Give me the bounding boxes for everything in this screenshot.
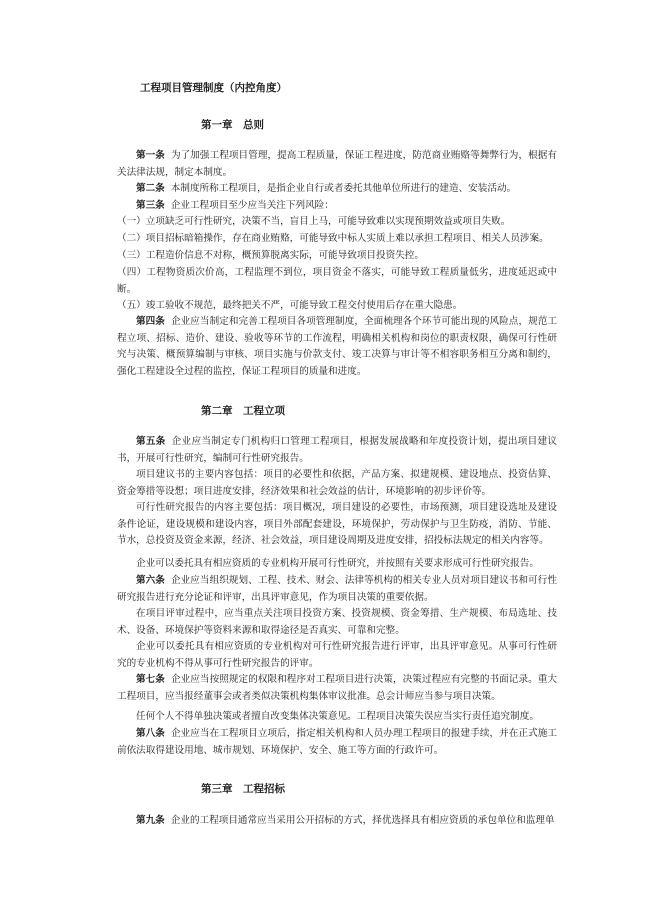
article-2-text: 本制度所称工程项目，是指企业自行或者委托其他单位所进行的建造、安装活动。: [170, 183, 517, 194]
article-7-text: 企业应当按照规定的权限和程序对工程项目进行决策，决策过程应有完整的书面记录。重大工程项目，应当报经董事会或者类似决策机构集体审议批准。总会计师应当参与项目决策。: [117, 674, 558, 702]
article-5-para-c: 企业可以委托具有相应资质的专业机构开展可行性研究，并按照有关要求形成可行性研究报告。: [136, 558, 539, 569]
article-1-text: 为了加强工程项目管理，提高工程质量，保证工程进度，防范商业贿赂等舞弊行为，根据有关法律法规，制定本制度。: [117, 150, 558, 178]
article-7-label: 第七条: [136, 674, 165, 685]
article-2: [117, 181, 557, 198]
article-1: [117, 148, 557, 181]
article-1-label: 第一条: [136, 150, 165, 161]
risk-item-1: （一）立项缺乏可行性研究，决策不当，盲目上马，可能导致难以实现预期效益或项目失败。: [117, 216, 511, 227]
article-9-label: 第九条: [136, 815, 165, 826]
article-3: [117, 198, 557, 215]
article-6-para-b: 企业可以委托具有相应资质的专业机构对可行性研究报告进行评审，出具评审意见。从事可行性研究的专业机构不得从事可行性研究报告的评审。: [117, 641, 557, 669]
article-5-text: 企业应当制定专门机构归口管理工程项目，根据发展战略和年度投资计划，提出项目建议书，开展可行性研究，编制可行性研究报告。: [117, 436, 558, 464]
article-3-label: 第三条: [136, 200, 165, 211]
article-4-text: 企业应当制定和完善工程项目各项管理制度，全面梳理各个环节可能出现的风险点，规范工程立项、招标、造价、建设、验收等环节的工作流程，明确相关机构和岗位的职责权限，确保可行性研究与决策、概预算编制与审核、项目实施与价款支付、竣工决算与审计等不相容职务相互分离和制约，强化工程建设全过程的监控，保证工程项目的质量和进度。: [117, 316, 558, 377]
article-8-text: 企业应当在工程项目立项后，指定相关机构和人员办理工程项目的报建手续，并在正式施工前依法取得建设用地、城市规划、环境保护、安全、施工等方面的行政许可。: [117, 728, 558, 756]
risk-item-5: （五）竣工验收不规范，最终把关不严，可能导致工程交付使用后存在重大隐患。: [117, 300, 463, 311]
article-5-para-b: 可行性研究报告的内容主要包括：项目概况，项目建设的必要性，市场预测，项目建设选址及建设条件论证，建设规模和建设内容，项目外部配套建设，环境保护，劳动保护与卫生防疫，消防、节能、节水，总投资及资金来源，经济、社会效益，项目建设周期及进度安排，招投标法规定的相关内容等。: [117, 502, 557, 547]
document-title: 工程项目管理制度（内控角度）: [140, 82, 287, 94]
article-6: [117, 573, 557, 606]
article-8: [117, 726, 557, 759]
article-6-text: 企业应当组织规划、工程、技术、财会、法律等机构的相关专业人员对项目建议书和可行性研究报告进行充分论证和评审，出具评审意见，作为项目决策的重要依据。: [117, 575, 558, 603]
article-5-label: 第五条: [136, 436, 166, 447]
article-6-para-a: 在项目评审过程中，应当重点关注项目投资方案、投资规模、资金筹措、生产规模、布局选址、技术、设备、环境保护等资料来源和取得途径是否真实、可靠和完整。: [117, 608, 557, 636]
article-5-para-a: 项目建议书的主要内容包括：项目的必要性和依据，产品方案、拟建规模、建设地点、投资估算、资金筹措等设想；项目进度安排，经济效果和社会效益的估计，环境影响的初步评价等。: [117, 469, 557, 497]
chapter-heading-2: 第二章 工程立项: [201, 405, 285, 417]
article-7-para-a: 任何个人不得单独决策或者擅自改变集体决策意见。工程项目决策失误应当实行责任追究制度。: [136, 711, 539, 722]
risk-item-2: （二）项目招标暗箱操作，存在商业贿赂，可能导致中标人实质上难以承担工程项目、相关人员涉案。: [117, 233, 549, 244]
article-5: [117, 434, 557, 467]
article-7: [117, 672, 557, 705]
article-4-label: 第四条: [136, 316, 165, 327]
article-6-label: 第六条: [136, 575, 165, 586]
article-8-label: 第八条: [136, 728, 165, 739]
article-4: [117, 314, 557, 380]
risk-item-3: （三）工程造价信息不对称，概预算脱离实际，可能导致项目投资失控。: [117, 250, 424, 261]
chapter-heading-3: 第三章 工程招标: [201, 783, 285, 795]
article-9: [117, 813, 557, 830]
chapter-heading-1: 第一章 总则: [201, 119, 264, 131]
article-9-text: 企业的工程项目通常应当采用公开招标的方式，择优选择具有相应资质的承包单位和监理单: [170, 815, 555, 826]
article-3-text: 企业工程项目至少应当关注下列风险：: [170, 200, 334, 211]
article-2-label: 第二条: [136, 183, 165, 194]
risk-item-4: （四）工程物资质次价高，工程监理不到位，项目资金不落实，可能导致工程质量低劣，进度延迟或中断。: [117, 267, 557, 295]
